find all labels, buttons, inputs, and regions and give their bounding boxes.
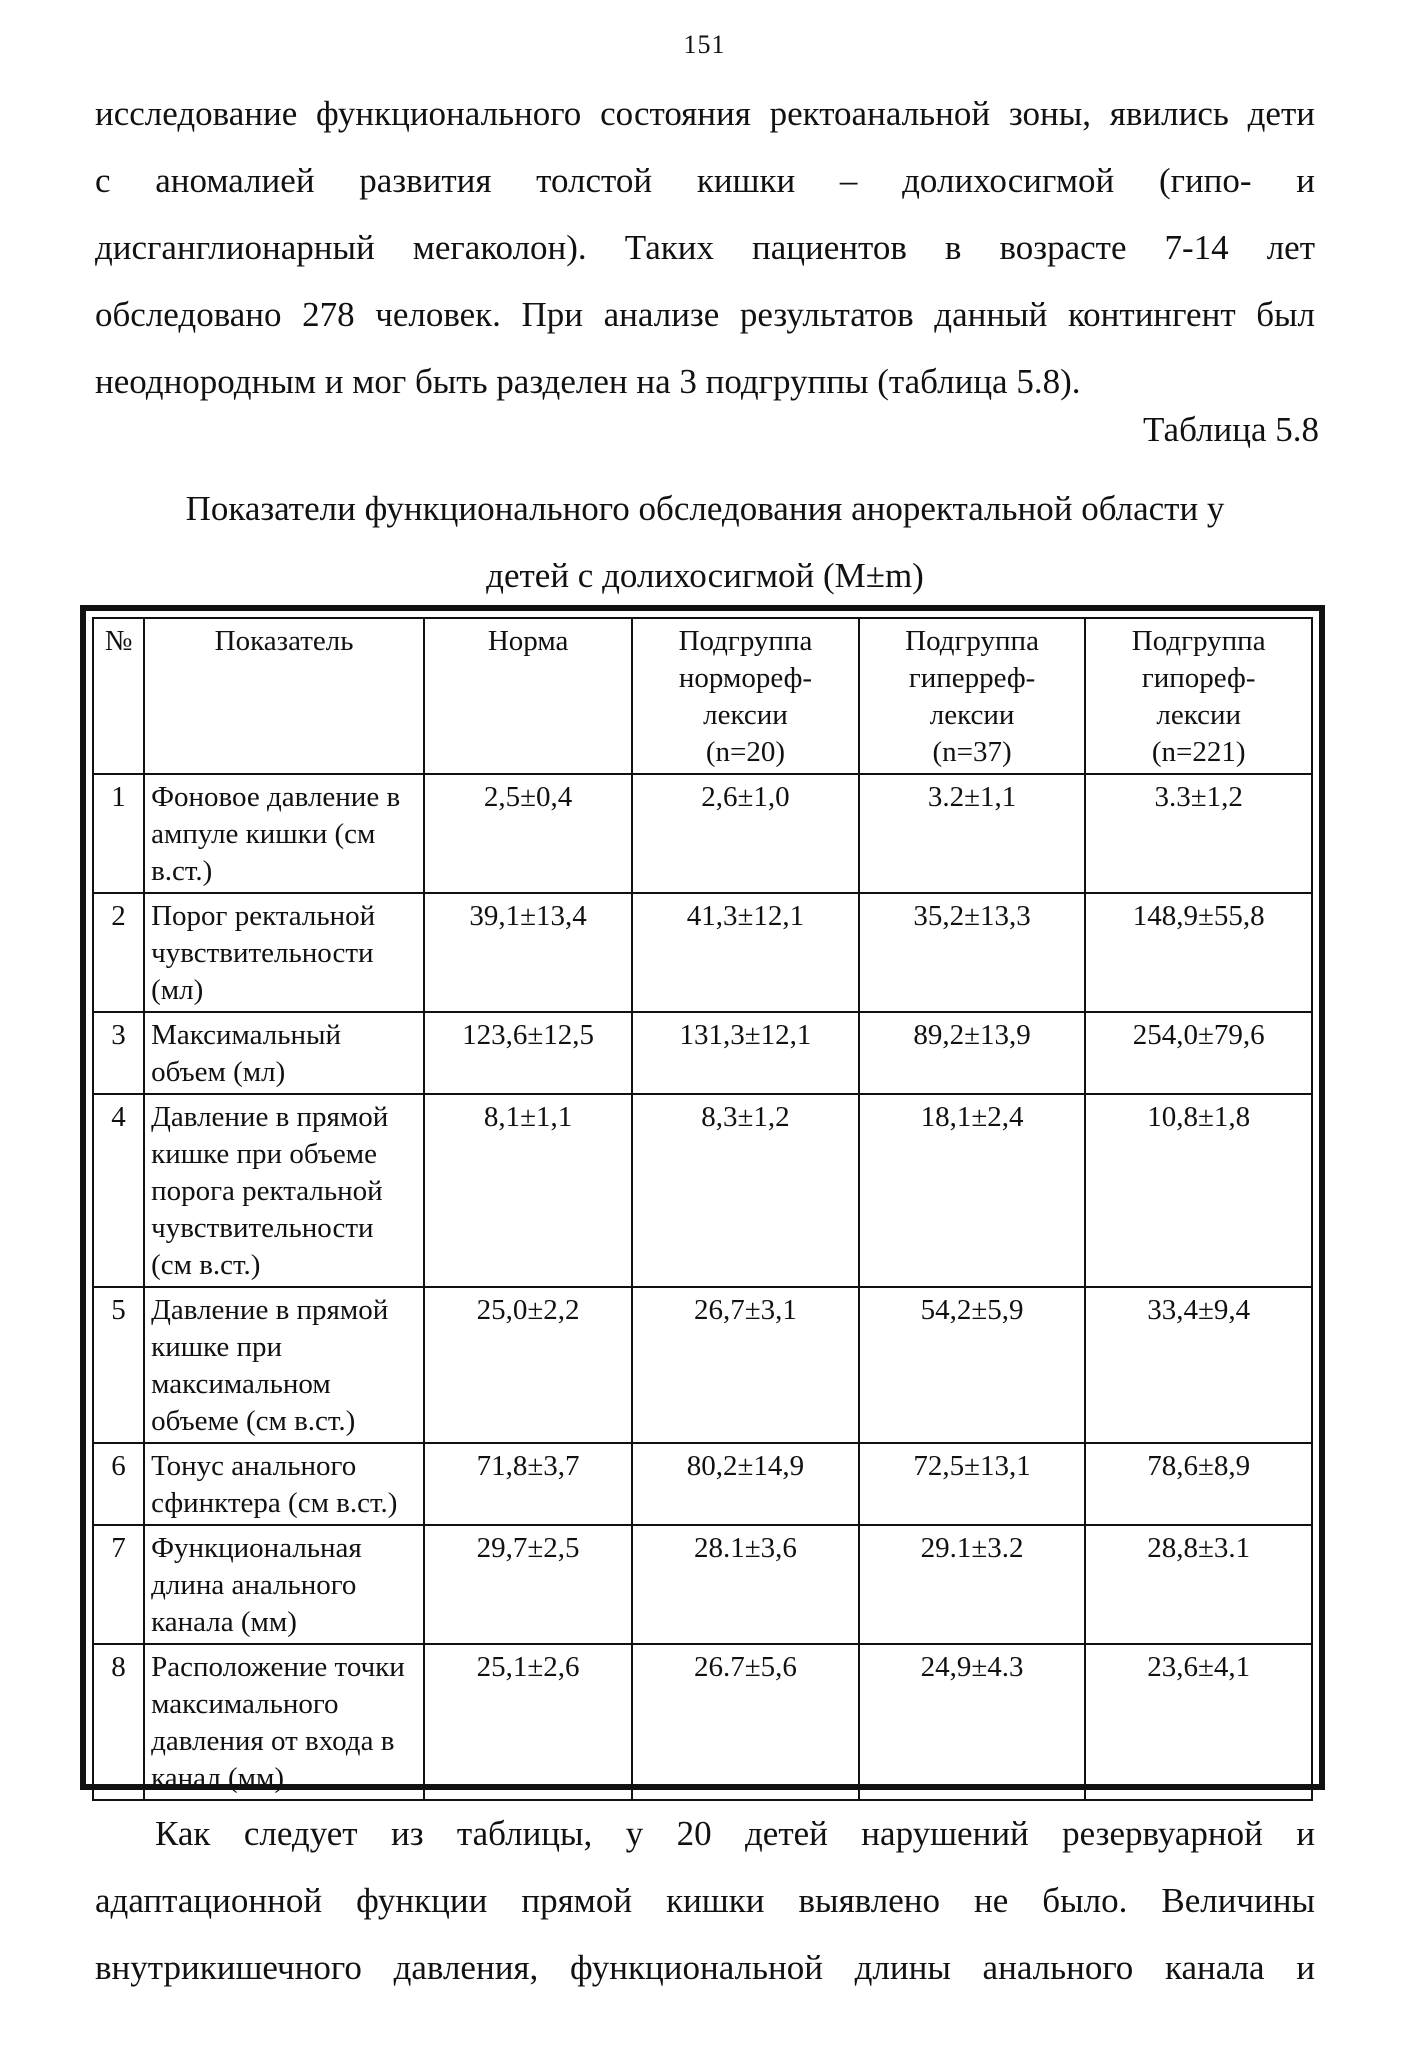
intro-line: с аномалией развития толстой кишки – долихосигмой (гипо- и bbox=[95, 161, 1315, 200]
outro-paragraph bbox=[95, 1800, 1315, 2001]
table-row bbox=[93, 774, 1312, 893]
header-hyperreflexia bbox=[859, 618, 1086, 774]
table-row bbox=[93, 1094, 1312, 1287]
row-number: 6 bbox=[93, 1443, 144, 1525]
header-line: (n=221) bbox=[1151, 736, 1246, 768]
caption-line: детей с долихосигмой (M±m) bbox=[486, 556, 924, 595]
row-number: 3 bbox=[93, 1012, 144, 1094]
row-norm-value: 2,5±0,4 bbox=[424, 774, 632, 893]
header-line: нормореф- bbox=[678, 662, 813, 694]
table-row bbox=[93, 1525, 1312, 1644]
intro-line: исследование функционального состояния ректоанальной зоны, явились дети bbox=[95, 94, 1315, 133]
header-line: лексии bbox=[1156, 699, 1241, 731]
row-hyperreflexia-value: 89,2±13,9 bbox=[859, 1012, 1086, 1094]
row-hyporeflexia-value: 23,6±4,1 bbox=[1085, 1644, 1312, 1800]
table-row bbox=[93, 1644, 1312, 1800]
table-row bbox=[93, 1443, 1312, 1525]
row-normoreflexia-value: 28.1±3,6 bbox=[632, 1525, 859, 1644]
table-row bbox=[93, 1012, 1312, 1094]
header-hyporeflexia bbox=[1085, 618, 1312, 774]
row-number: 7 bbox=[93, 1525, 144, 1644]
table-row bbox=[93, 1287, 1312, 1443]
header-line: лексии bbox=[929, 699, 1015, 731]
row-indicator: Фоновое давление в ампуле кишки (см в.ст.) bbox=[144, 774, 424, 893]
header-normoreflexia bbox=[632, 618, 859, 774]
page-number: 151 bbox=[683, 30, 726, 59]
row-hyperreflexia-value: 18,1±2,4 bbox=[859, 1094, 1086, 1287]
header-line: (n=20) bbox=[705, 736, 786, 768]
row-hyperreflexia-value: 24,9±4.3 bbox=[859, 1644, 1086, 1800]
header-line: Подгруппа bbox=[678, 625, 813, 657]
row-number: 8 bbox=[93, 1644, 144, 1800]
row-number: 4 bbox=[93, 1094, 144, 1287]
header-line: гипореф- bbox=[1141, 662, 1256, 694]
row-normoreflexia-value: 8,3±1,2 bbox=[632, 1094, 859, 1287]
row-norm-value: 71,8±3,7 bbox=[424, 1443, 632, 1525]
outro-line-text: Как следует из таблицы, у 20 детей нарушений резервуарной и bbox=[155, 1814, 1315, 1853]
row-normoreflexia-value: 131,3±12,1 bbox=[632, 1012, 859, 1094]
header-line: Подгруппа bbox=[1131, 625, 1266, 657]
row-hyperreflexia-value: 29.1±3.2 bbox=[859, 1525, 1086, 1644]
row-indicator: Функциональная длина анального канала (мм) bbox=[144, 1525, 424, 1644]
row-normoreflexia-value: 80,2±14,9 bbox=[632, 1443, 859, 1525]
header-line: № bbox=[104, 625, 133, 657]
row-hyporeflexia-value: 78,6±8,9 bbox=[1085, 1443, 1312, 1525]
intro-line: обследовано 278 человек. При анализе результатов данный контингент был bbox=[95, 295, 1315, 334]
header-line: Норма bbox=[487, 625, 569, 657]
caption-line: Показатели функционального обследования аноректальной области у bbox=[185, 489, 1225, 528]
header-line: гиперреф- bbox=[908, 662, 1036, 694]
row-normoreflexia-value: 26,7±3,1 bbox=[632, 1287, 859, 1443]
row-hyporeflexia-value: 148,9±55,8 bbox=[1085, 893, 1312, 1012]
row-hyporeflexia-value: 3.3±1,2 bbox=[1085, 774, 1312, 893]
table-label: Таблица 5.8 bbox=[1143, 410, 1319, 449]
row-hyporeflexia-value: 10,8±1,8 bbox=[1085, 1094, 1312, 1287]
intro-line: дисганглионарный мегаколон). Таких пациентов в возрасте 7-14 лет bbox=[95, 228, 1315, 267]
row-norm-value: 25,1±2,6 bbox=[424, 1644, 632, 1800]
row-norm-value: 25,0±2,2 bbox=[424, 1287, 632, 1443]
row-number: 2 bbox=[93, 893, 144, 1012]
header-indicator bbox=[144, 618, 424, 774]
row-indicator: Тонус анального сфинктера (см в.ст.) bbox=[144, 1443, 424, 1525]
row-normoreflexia-value: 41,3±12,1 bbox=[632, 893, 859, 1012]
row-norm-value: 123,6±12,5 bbox=[424, 1012, 632, 1094]
row-hyperreflexia-value: 54,2±5,9 bbox=[859, 1287, 1086, 1443]
table-row bbox=[93, 893, 1312, 1012]
row-normoreflexia-value: 2,6±1,0 bbox=[632, 774, 859, 893]
row-number: 5 bbox=[93, 1287, 144, 1443]
row-norm-value: 8,1±1,1 bbox=[424, 1094, 632, 1287]
row-hyperreflexia-value: 3.2±1,1 bbox=[859, 774, 1086, 893]
header-line: Подгруппа bbox=[905, 625, 1039, 657]
header-number bbox=[93, 618, 144, 774]
row-hyperreflexia-value: 72,5±13,1 bbox=[859, 1443, 1086, 1525]
row-hyperreflexia-value: 35,2±13,3 bbox=[859, 893, 1086, 1012]
row-number: 1 bbox=[93, 774, 144, 893]
header-line: лексии bbox=[703, 699, 788, 731]
intro-line: неоднородным и мог быть разделен на 3 подгруппы (таблица 5.8). bbox=[95, 362, 1081, 401]
row-indicator: Давление в прямой кишке при объеме порога ректальной чувствительности (см в.ст.) bbox=[144, 1094, 424, 1287]
outro-line: внутрикишечного давления, функциональной длины анального канала и bbox=[95, 1948, 1315, 1987]
header-line: (n=37) bbox=[932, 736, 1012, 768]
data-table bbox=[92, 617, 1313, 1801]
row-indicator: Порог ректальной чувствительности (мл) bbox=[144, 893, 424, 1012]
table-caption bbox=[95, 475, 1315, 609]
row-hyporeflexia-value: 33,4±9,4 bbox=[1085, 1287, 1312, 1443]
row-normoreflexia-value: 26.7±5,6 bbox=[632, 1644, 859, 1800]
row-indicator: Максимальный объем (мл) bbox=[144, 1012, 424, 1094]
row-norm-value: 29,7±2,5 bbox=[424, 1525, 632, 1644]
row-indicator: Расположение точки максимального давления от входа в канал (мм) bbox=[144, 1644, 424, 1800]
row-hyporeflexia-value: 254,0±79,6 bbox=[1085, 1012, 1312, 1094]
row-indicator: Давление в прямой кишке при максимальном объеме (см в.ст.) bbox=[144, 1287, 424, 1443]
header-line: Показатель bbox=[214, 625, 354, 657]
outro-line: адаптационной функции прямой кишки выявлено не было. Величины bbox=[95, 1881, 1315, 1920]
row-hyporeflexia-value: 28,8±3.1 bbox=[1085, 1525, 1312, 1644]
intro-paragraph bbox=[95, 80, 1315, 415]
table-header-row bbox=[93, 618, 1312, 774]
header-norm bbox=[424, 618, 632, 774]
outro-line bbox=[95, 1800, 1315, 1867]
table-frame bbox=[80, 605, 1325, 1794]
row-norm-value: 39,1±13,4 bbox=[424, 893, 632, 1012]
